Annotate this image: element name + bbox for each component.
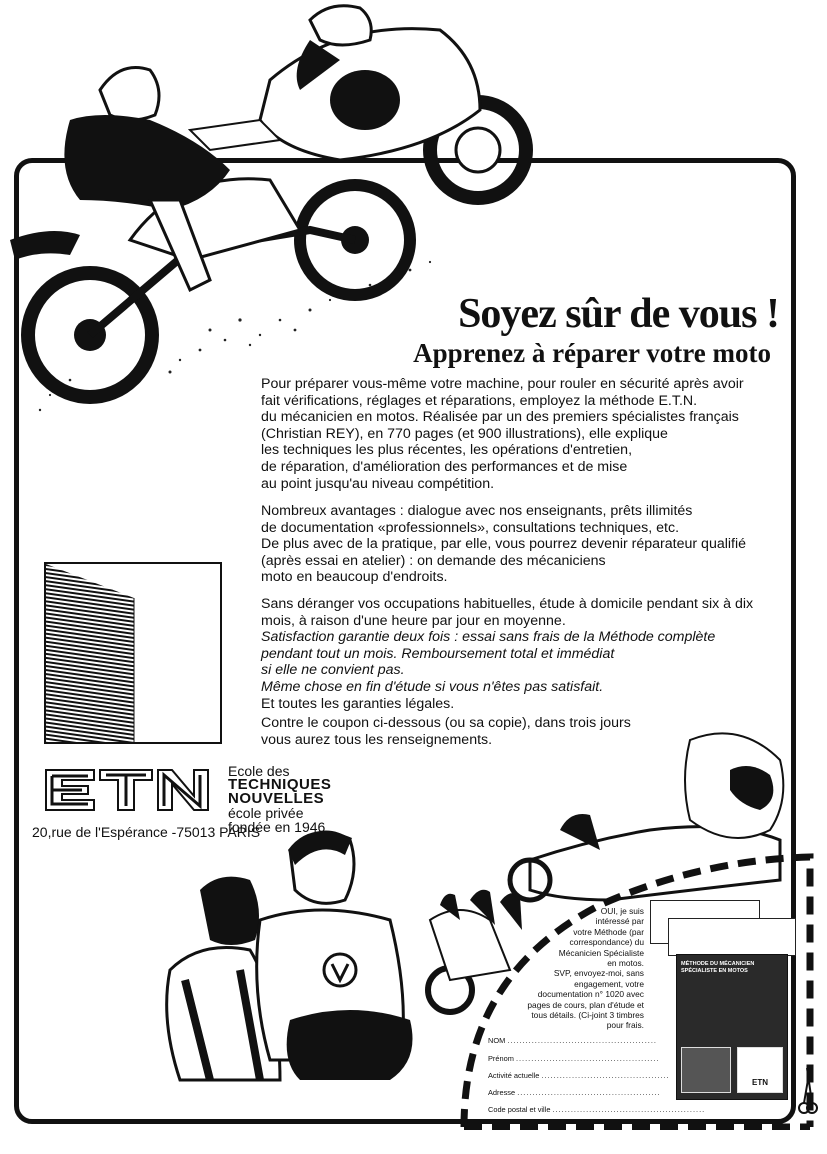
paragraph-line: du mécanicien en motos. Réalisée par un des premiers spécialistes français <box>261 409 739 426</box>
coupon-line: pour frais. <box>606 1020 644 1031</box>
coupon-line: documentation n° 1020 avec <box>537 989 644 1000</box>
field-label: Code postal et ville <box>488 1105 551 1114</box>
coupon-line: Mécanicien Spécialiste <box>558 947 644 958</box>
paragraph-line: Pour préparer vous-même votre machine, pour rouler en sécurité après avoir <box>261 376 744 392</box>
paragraph-line: (Christian REY), en 770 pages (et 900 illustrations), elle explique <box>261 425 668 442</box>
coupon-line: intéressé par <box>595 916 644 927</box>
paragraph-line-italic: si elle ne convient pas. <box>261 662 405 679</box>
school-line: Ecole des <box>228 763 290 779</box>
paragraph-line: de documentation «professionnels», consultations techniques, etc. <box>261 519 680 536</box>
headline: Soyez sûr de vous ! <box>458 291 779 337</box>
school-line: fondée en 1946 <box>228 819 326 835</box>
paragraph-line: De plus avec de la pratique, par elle, vous pourrez devenir réparateur qualifié <box>261 536 747 553</box>
paragraph-line: vous aurez tous les renseignements. <box>261 731 493 748</box>
field-dots: ............................................... <box>515 1054 660 1063</box>
book-title: MÉTHODE DU MÉCANICIEN SPÉCIALISTE EN MOTOS <box>681 961 755 974</box>
coupon-field-prenom[interactable] <box>488 1054 659 1063</box>
school-line-bold: NOUVELLES <box>228 790 325 807</box>
coupon-field-nom[interactable] <box>488 1036 657 1045</box>
paragraph-line: Et toutes les garanties légales. <box>261 695 455 712</box>
coupon-line: pages de cours, plan d'étude et <box>527 999 644 1010</box>
coupon-field-activite[interactable] <box>488 1071 670 1080</box>
paragraph-line: Sans déranger vos occupations habituelles, étude à domicile pendant six à dix <box>261 596 754 612</box>
school-address: 20,rue de l'Espérance -75013 PARIS <box>32 824 261 840</box>
coupon-text <box>504 906 644 1031</box>
paragraph-line: Contre le coupon ci-dessous (ou sa copie), dans trois jours <box>261 715 631 731</box>
book-cover-logo: ETN <box>737 1047 783 1093</box>
coupon-line: en motos. <box>607 958 644 969</box>
field-dots: .......................................... <box>541 1071 670 1080</box>
coupon-book-cover <box>676 954 788 1100</box>
coupon-line: tous détails. (Ci-joint 3 timbres <box>531 1010 644 1021</box>
paragraph-line: (après essai en atelier) : on demande des mécaniciens <box>261 552 606 569</box>
paragraph-line-italic: pendant tout un mois. Remboursement total et immédiat <box>261 645 615 662</box>
coupon-book-middle <box>668 918 796 956</box>
paragraph-line-italic: Même chose en fin d'étude si vous n'êtes pas satisfait. <box>261 678 604 695</box>
school-line: école privée <box>228 805 304 821</box>
paragraph-line-italic: Satisfaction garantie deux fois : essai sans frais de la Méthode complète <box>261 629 716 646</box>
paragraph-line: de réparation, d'amélioration des performances et de mise <box>261 458 628 475</box>
coupon-line: correspondance) du <box>569 937 644 948</box>
field-label: Activité actuelle <box>488 1071 540 1080</box>
paragraph-line: fait vérifications, réglages et réparations, employez la méthode E.T.N. <box>261 392 698 409</box>
field-label: Prénom <box>488 1054 514 1063</box>
coupon-field-ville[interactable] <box>488 1105 705 1114</box>
paragraph-guarantee <box>261 596 781 712</box>
paragraph-intro <box>261 376 781 492</box>
coupon-line: votre Méthode (par <box>573 926 644 937</box>
field-label: Adresse <box>488 1088 516 1097</box>
field-dots: ................................................. <box>507 1036 657 1045</box>
field-label: NOM <box>488 1036 506 1045</box>
paragraph-line: moto en beaucoup d'endroits. <box>261 569 448 586</box>
coupon-field-adresse[interactable] <box>488 1088 661 1097</box>
coupon-line: SVP, envoyez-moi, sans <box>553 968 644 979</box>
field-dots: ............................................... <box>517 1088 661 1097</box>
subheadline: Apprenez à réparer votre moto <box>413 338 771 368</box>
coupon-line: engagement, votre <box>574 978 644 989</box>
paragraph-advantages <box>261 503 781 586</box>
book-cover-photo <box>681 1047 731 1093</box>
field-dots: .................................................. <box>552 1105 706 1114</box>
paragraph-line: Nombreux avantages : dialogue avec nos enseignants, prêts illimités <box>261 503 693 519</box>
school-line-bold: TECHNIQUES <box>228 776 332 793</box>
diagonal-lines-graphic <box>44 562 222 744</box>
paragraph-line: les techniques les plus récentes, les opérations d'entretien, <box>261 442 633 459</box>
scissors-icon <box>798 1066 818 1116</box>
paragraph-line: au point jusqu'au niveau compétition. <box>261 475 495 492</box>
coupon-line: OUI, je suis <box>600 906 644 916</box>
paragraph-line: mois, à raison d'une heure par jour en moyenne. <box>261 612 566 629</box>
